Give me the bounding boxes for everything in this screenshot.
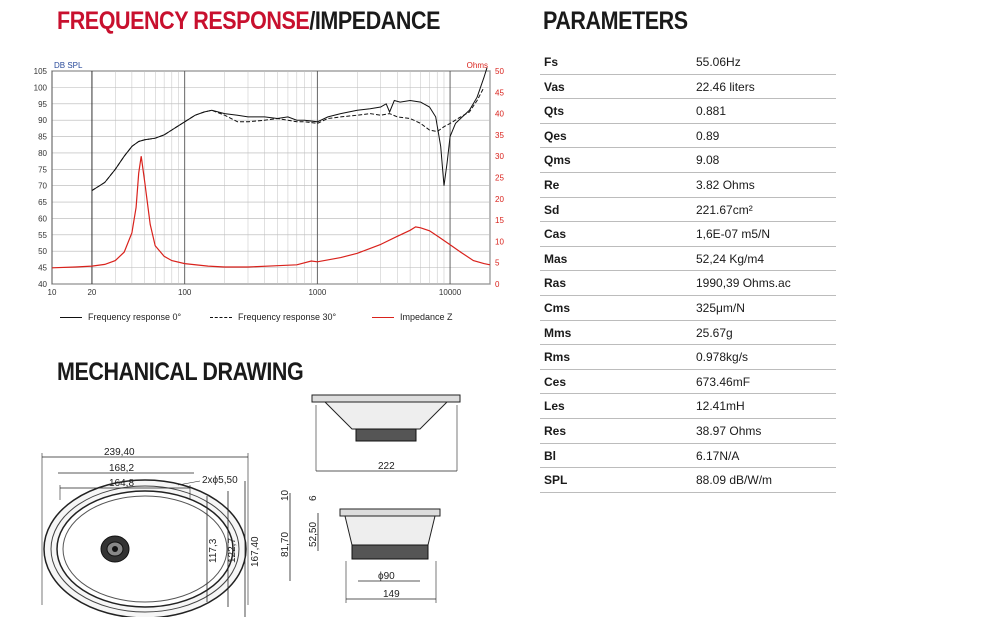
- legend-item: [372, 312, 453, 322]
- heading-red-part: FREQUENCY RESPONSE: [57, 7, 310, 35]
- parameter-row: [540, 75, 836, 100]
- parameter-name: Cas: [544, 227, 567, 242]
- parameter-value: 22.46 liters: [696, 79, 755, 94]
- parameter-row: [540, 394, 836, 419]
- y-tick-left: 95: [38, 99, 47, 109]
- frequency-response-heading: [57, 7, 440, 36]
- parameter-row: [540, 99, 836, 124]
- dim-basket-width: 149: [383, 589, 400, 600]
- plot-frame: [52, 71, 490, 284]
- dim-height-mid: 122,7: [227, 537, 238, 563]
- x-tick: 100: [178, 288, 192, 297]
- y-tick-right: 45: [495, 88, 504, 98]
- parameter-row: [540, 148, 836, 173]
- y-tick-right: 30: [495, 152, 504, 162]
- y-tick-left: 40: [38, 280, 47, 289]
- heading-black-part: /IMPEDANCE: [309, 7, 441, 35]
- parameter-name: Fs: [544, 55, 559, 69]
- dim-depth-flange: 10: [280, 489, 291, 501]
- parameter-value: 55.06Hz: [696, 55, 741, 69]
- parameter-value: 3.82 Ohms: [696, 177, 755, 192]
- y-tick-left: 55: [38, 230, 47, 240]
- mechanical-drawing: [0, 385, 520, 617]
- y-tick-left: 75: [38, 165, 47, 175]
- parameter-row: [540, 296, 836, 321]
- parameter-value: 1990,39 Ohms.ac: [696, 276, 791, 291]
- parameter-name: Res: [544, 423, 567, 438]
- y-tick-left: 45: [38, 263, 47, 273]
- parameter-row: [540, 222, 836, 247]
- x-tick: 1000: [308, 288, 327, 297]
- y-tick-left: 60: [38, 214, 47, 224]
- parameter-row: [540, 345, 836, 370]
- parameter-name: Qes: [544, 128, 567, 143]
- parameter-value: 673.46mF: [696, 374, 751, 389]
- parameter-name: Mms: [544, 325, 572, 340]
- dim-depth-total: 81,70: [280, 531, 291, 557]
- x-tick: 20: [87, 288, 97, 297]
- y-tick-right: 10: [495, 237, 504, 247]
- left-axis-label: DB SPL: [54, 61, 83, 70]
- parameter-row: [540, 198, 836, 223]
- parameter-value: 0.881: [696, 104, 727, 119]
- legend-swatch: [210, 317, 232, 318]
- parameter-value: 52,24 Kg/m4: [696, 251, 765, 266]
- y-tick-left: 90: [38, 116, 47, 126]
- y-tick-left: 80: [38, 148, 47, 158]
- dim-height-outer: 167,40: [250, 536, 261, 567]
- legend-label: Frequency response 30°: [238, 312, 337, 322]
- parameter-row: [540, 271, 836, 296]
- y-tick-right: 25: [495, 173, 504, 183]
- legend-item: [60, 312, 181, 322]
- parameter-name: Qms: [544, 153, 571, 168]
- parameter-value: 9.08: [696, 153, 720, 168]
- parameter-row: [540, 370, 836, 395]
- parameter-row: [540, 321, 836, 346]
- x-tick: 10: [47, 288, 57, 297]
- parameter-value: 0.89: [696, 128, 720, 143]
- right-axis-label: Ohms: [466, 61, 488, 70]
- parameter-row: [540, 124, 836, 149]
- mechanical-drawing-heading: MECHANICAL DRAWING: [57, 358, 304, 386]
- y-tick-right: 5: [495, 258, 500, 268]
- parameter-value: 25.67g: [696, 325, 733, 340]
- dim-holes: 2xϕ5,50: [202, 475, 238, 486]
- parameters-table: [540, 50, 836, 493]
- side-view-bottom: [280, 489, 440, 603]
- parameter-value: 325μm/N: [696, 300, 745, 315]
- parameter-value: 38.97 Ohms: [696, 423, 762, 438]
- parameter-name: Sd: [544, 202, 560, 217]
- y-tick-left: 100: [33, 83, 47, 93]
- side-view-top: [312, 395, 460, 472]
- parameter-row: [540, 468, 836, 493]
- dim-magnet-dia: ϕ90: [378, 571, 395, 582]
- parameter-name: SPL: [544, 473, 568, 488]
- dim-depth-motor: 52,50: [308, 521, 319, 547]
- parameter-row: [540, 444, 836, 469]
- dim-width-inner: 164,8: [109, 478, 135, 489]
- frequency-impedance-chart: [0, 52, 520, 302]
- y-tick-left: 85: [38, 132, 47, 142]
- legend-label: Impedance Z: [400, 312, 453, 322]
- front-view: [42, 447, 261, 617]
- y-tick-left: 50: [38, 247, 47, 257]
- parameter-name: Cms: [544, 300, 571, 315]
- legend-label: Frequency response 0°: [88, 312, 182, 322]
- dim-height-inner: 117,3: [208, 538, 219, 563]
- parameter-name: Rms: [544, 350, 571, 365]
- parameter-row: [540, 50, 836, 75]
- dim-width-outer: 239,40: [104, 447, 135, 458]
- y-tick-right: 40: [495, 109, 504, 119]
- parameter-name: Vas: [544, 79, 565, 94]
- parameter-value: 1,6E-07 m5/N: [696, 227, 771, 242]
- legend-swatch: [372, 317, 394, 318]
- dim-depth-small: 6: [308, 495, 319, 501]
- y-tick-right: 35: [495, 130, 504, 140]
- parameter-value: 12.41mH: [696, 399, 745, 414]
- y-tick-right: 50: [495, 67, 504, 76]
- y-tick-left: 105: [33, 67, 47, 76]
- legend-item: [210, 312, 336, 322]
- dim-width-mid: 168,2: [109, 463, 135, 474]
- parameters-heading: PARAMETERS: [543, 7, 688, 35]
- parameter-value: 6.17N/A: [696, 448, 740, 463]
- parameter-name: Re: [544, 177, 560, 192]
- parameter-row: [540, 419, 836, 444]
- parameter-name: Ces: [544, 374, 567, 389]
- parameter-name: Ras: [544, 276, 567, 291]
- parameter-value: 88.09 dB/W/m: [696, 473, 773, 488]
- parameter-value: 221.67cm²: [696, 202, 753, 217]
- parameter-name: Mas: [544, 251, 568, 266]
- y-tick-left: 65: [38, 198, 47, 208]
- parameter-row: [540, 247, 836, 272]
- x-tick: 10000: [438, 288, 462, 297]
- parameter-row: [540, 173, 836, 198]
- parameter-name: Bl: [544, 448, 556, 463]
- parameter-value: 0.978kg/s: [696, 350, 749, 365]
- y-tick-right: 20: [495, 194, 504, 204]
- legend-swatch: [60, 317, 82, 318]
- y-tick-right: 15: [495, 216, 504, 226]
- y-tick-left: 70: [38, 181, 47, 191]
- dim-side-width: 222: [378, 461, 395, 472]
- y-tick-right: 0: [495, 280, 500, 289]
- parameter-name: Qts: [544, 104, 565, 119]
- parameter-name: Les: [544, 399, 565, 414]
